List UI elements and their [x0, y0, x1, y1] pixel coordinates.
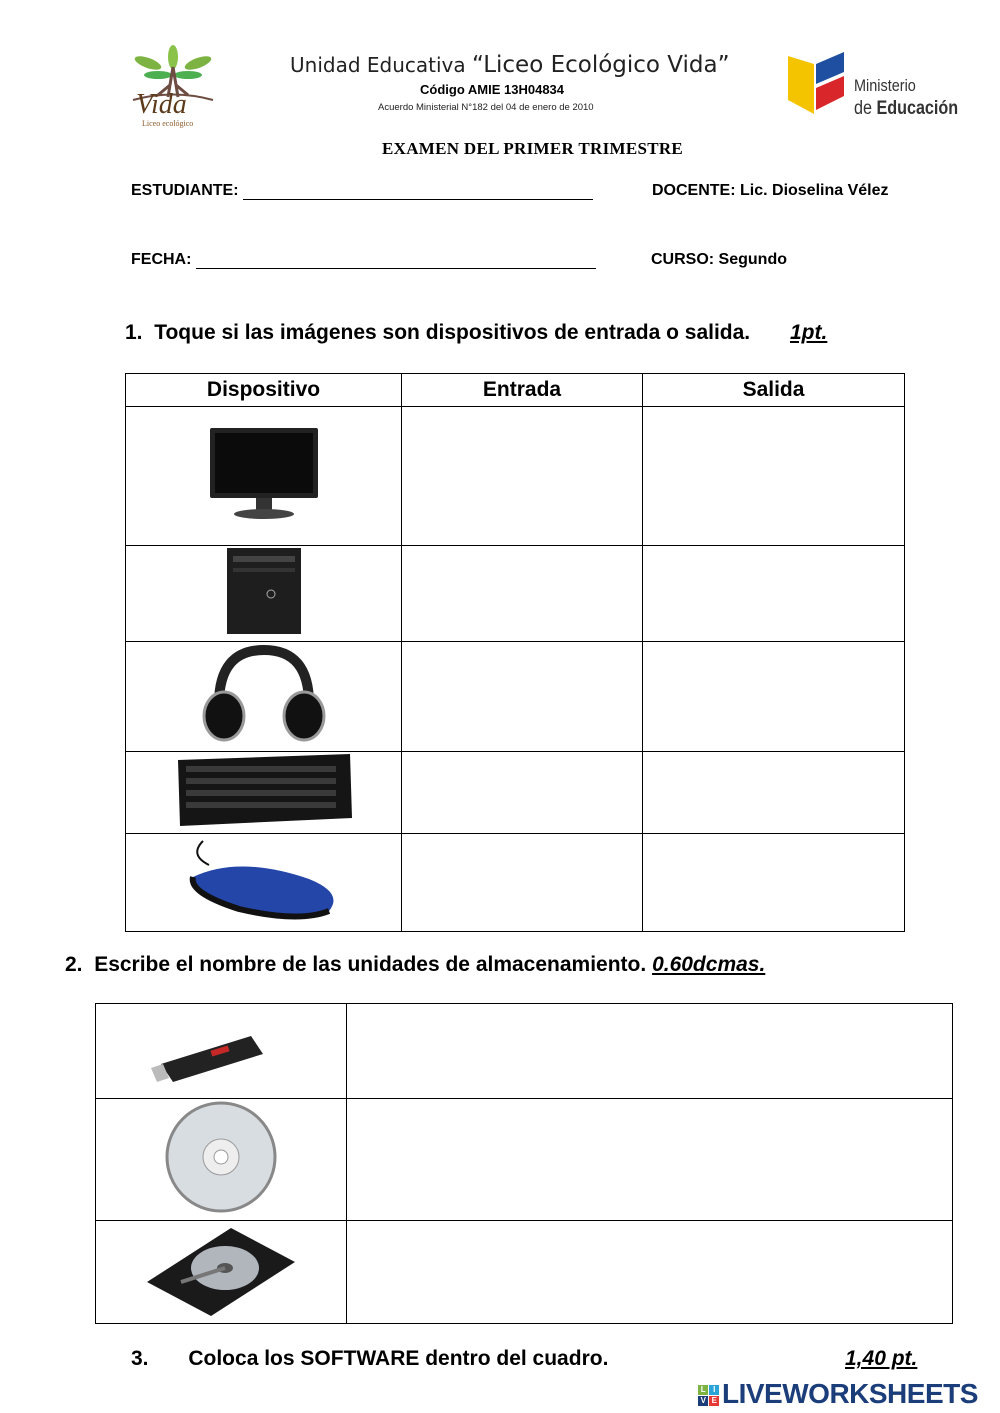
- storage-name-input[interactable]: [347, 1004, 953, 1099]
- storage-name-input[interactable]: [347, 1221, 953, 1324]
- storage-cell: [96, 1004, 347, 1099]
- ministry-line2: [854, 98, 958, 120]
- liveworksheets-watermark: [698, 1378, 978, 1410]
- school-logo: [128, 45, 218, 133]
- q2-table: [95, 1003, 953, 1324]
- salida-drop-cell[interactable]: [643, 407, 905, 546]
- monitor-icon: [204, 424, 324, 524]
- storage-name-input[interactable]: [347, 1099, 953, 1221]
- usb-drive-icon: [151, 1014, 291, 1084]
- header-entrada: Entrada: [402, 374, 643, 407]
- school-prefix: Unidad Educativa: [290, 53, 466, 77]
- q1-table: [125, 373, 905, 932]
- storage-cell: [96, 1099, 347, 1221]
- mouse-icon: [179, 835, 349, 925]
- table-row: [126, 752, 905, 834]
- device-cell: [126, 546, 402, 642]
- question-3: [131, 1347, 608, 1371]
- entrada-drop-cell[interactable]: [402, 407, 643, 546]
- q1-header-row: [126, 374, 905, 407]
- course-label: CURSO: Segundo: [651, 251, 787, 268]
- entrada-drop-cell[interactable]: [402, 834, 643, 932]
- table-row: [126, 642, 905, 752]
- logo-subtext: Liceo ecológico: [142, 119, 194, 128]
- student-field: [131, 182, 593, 200]
- q1-text: Toque si las imágenes son dispositivos de entrada o salida.: [154, 321, 751, 344]
- table-row: [96, 1099, 953, 1221]
- device-cell: [126, 642, 402, 752]
- q3-number: 3.: [131, 1347, 149, 1370]
- q2-text: Escribe el nombre de las unidades de almacenamiento.: [94, 953, 647, 976]
- q2-points: 0.60dcmas.: [652, 953, 766, 976]
- watermark-text: LIVEWORKSHEETS: [722, 1378, 978, 1409]
- q2-number: 2.: [65, 953, 83, 976]
- badge-e: E: [709, 1396, 719, 1406]
- table-row: [96, 1221, 953, 1324]
- date-label: FECHA:: [131, 251, 192, 268]
- q1-points: 1pt.: [789, 321, 828, 344]
- ministry-flag-icon: [786, 50, 848, 120]
- badge-i: I: [709, 1385, 719, 1395]
- salida-drop-cell[interactable]: [643, 834, 905, 932]
- table-row: [126, 546, 905, 642]
- date-line[interactable]: [196, 268, 596, 269]
- school-name: “Liceo Ecológico Vida”: [471, 52, 730, 78]
- device-cell: [126, 407, 402, 546]
- q3-points: 1,40 pt.: [845, 1347, 918, 1370]
- amie-code: Código AMIE 13H04834: [420, 82, 565, 97]
- salida-drop-cell[interactable]: [643, 752, 905, 834]
- entrada-drop-cell[interactable]: [402, 546, 643, 642]
- question-2: [65, 953, 765, 977]
- header-salida: Salida: [643, 374, 905, 407]
- question-1: [125, 321, 827, 345]
- q1-number: 1.: [125, 321, 143, 344]
- storage-cell: [96, 1221, 347, 1324]
- student-label: ESTUDIANTE:: [131, 182, 239, 199]
- badge-v: V: [698, 1396, 708, 1406]
- liveworksheets-badge-icon: [698, 1385, 719, 1406]
- exam-title: EXAMEN DEL PRIMER TRIMESTRE: [382, 139, 684, 158]
- table-row: [126, 834, 905, 932]
- student-name-line[interactable]: [243, 199, 593, 200]
- hard-drive-icon: [141, 1222, 301, 1318]
- device-cell: [126, 752, 402, 834]
- headphones-icon: [199, 644, 329, 744]
- ministry-de: de: [854, 98, 877, 119]
- entrada-drop-cell[interactable]: [402, 642, 643, 752]
- school-title: [290, 52, 730, 78]
- header-dispositivo: Dispositivo: [126, 374, 402, 407]
- date-field: [131, 251, 596, 269]
- cpu-tower-icon: [219, 546, 309, 636]
- teacher-label: DOCENTE: Lic. Dioselina Vélez: [652, 182, 889, 199]
- table-row: [126, 407, 905, 546]
- salida-drop-cell[interactable]: [643, 642, 905, 752]
- device-cell: [126, 834, 402, 932]
- entrada-drop-cell[interactable]: [402, 752, 643, 834]
- logo-vida-text: Vida: [136, 89, 187, 120]
- salida-drop-cell[interactable]: [643, 546, 905, 642]
- cd-disc-icon: [161, 1099, 281, 1215]
- ministry-logo: [786, 50, 959, 125]
- keyboard-icon: [174, 752, 354, 828]
- badge-l: L: [698, 1385, 708, 1395]
- table-row: [96, 1004, 953, 1099]
- ministry-educacion: Educación: [876, 98, 959, 119]
- ministry-line1: Ministerio: [854, 76, 916, 95]
- q3-text: Coloca los SOFTWARE dentro del cuadro.: [188, 1347, 609, 1370]
- ministerial-agreement: Acuerdo Ministerial N°182 del 04 de enero de 2010: [378, 102, 594, 113]
